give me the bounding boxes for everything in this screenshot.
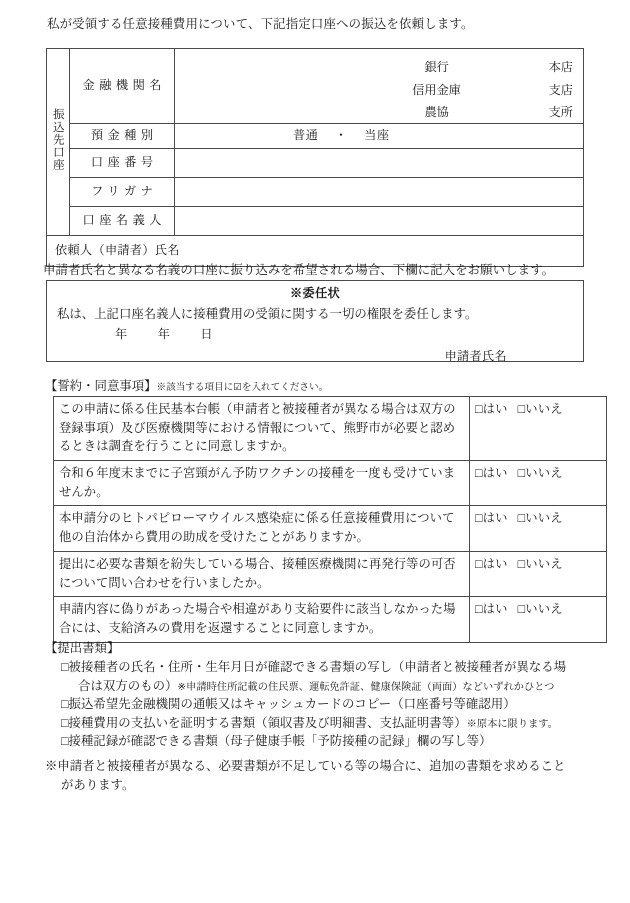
consent-question-5: 申請内容に偽りがあった場合や相違があり支給要件に該当しなかった場合には、支給済みの費用を返還することに同意しますか。 — [54, 597, 470, 642]
financial-institution-row — [47, 49, 584, 124]
consent-question-1: この申請に係る住民基本台帳（申請者と被接種者が異なる場合は双方の登録事項）及び医療機関等における情報について、熊野市が必要と認めるときは調査を行うことに同意しますか。 — [54, 397, 470, 461]
consent-question-4: 提出に必要な書類を紛失している場合、接種医療機関に再発行等の可否について問い合わせを行いましたか。 — [54, 551, 470, 596]
table-row — [54, 506, 607, 551]
consent-answer-3-yes[interactable]: □はい — [475, 511, 508, 526]
bank-account-table — [46, 48, 584, 267]
consent-answer-1-no[interactable]: □いいえ — [517, 402, 563, 416]
consent-answer-5-no[interactable]: □いいえ — [517, 602, 563, 617]
account-holder-row — [47, 207, 584, 236]
consent-answer-5[interactable] — [470, 597, 607, 642]
requester-name-cell[interactable]: 依頼人（申請者）氏名 — [47, 236, 584, 267]
documents-final-note-line2: があります。 — [61, 777, 135, 792]
consent-answer-5-yes[interactable]: □はい — [475, 602, 508, 617]
documents-list — [45, 658, 630, 751]
table-row — [54, 551, 607, 596]
document-item-3-note: ※原本に限ります。 — [466, 718, 558, 730]
document-item-3-line1 — [45, 714, 630, 733]
account-holder-label: 口座名義人 — [70, 207, 175, 236]
consent-question-2: 令和６年度末までに子宮頸がん予防ワクチンの接種を一度も受けていませんか。 — [54, 461, 470, 506]
consent-answer-2-no[interactable]: □いいえ — [517, 466, 563, 481]
pledge-section-heading — [45, 378, 328, 396]
document-item-1-line1: □被接種者の氏名・住所・生年月日が確認できる書類の写し（申請者と被接種者が異なる場 — [61, 660, 567, 674]
consent-question-3: 本申請分のヒトパピローマウイルス感染症に係る任意接種費用について他の自治体から費用の助成を受けたことがありますか。 — [54, 506, 470, 551]
document-item-1-line2-note: ※申請時住所記載の住民票、運転免許証、健康保険証（両面）などいずれかひとつ — [177, 681, 555, 693]
financial-institution-input-cell[interactable] — [175, 49, 584, 124]
document-item-1-line2-main: 合は双方のもの） — [78, 678, 178, 693]
furigana-label: フリガナ — [70, 178, 175, 207]
different-name-note: 申請者氏名と異なる名義の口座に振り込みを希望される場合、下欄に記入をお願いします。 — [43, 263, 555, 277]
account-holder-input-cell[interactable] — [175, 207, 584, 236]
branch-type-suboffice: 支所 — [548, 105, 573, 120]
consent-answer-3-no[interactable]: □いいえ — [517, 511, 563, 526]
consent-answer-4-no[interactable]: □いいえ — [517, 556, 563, 571]
document-item-1-line2 — [45, 677, 630, 696]
furigana-row — [47, 178, 584, 207]
documents-final-note-line1: ※申請者と被接種者が異なる、必要書類が不足している等の場合に、追加の書類を求めること — [45, 759, 566, 773]
deposit-option-separator: ・ — [334, 128, 348, 143]
consent-answer-2[interactable] — [470, 461, 607, 506]
institution-type-bank: 銀行 — [424, 60, 449, 74]
power-of-attorney-body: 私は、上記口座名義人に接種費用の受領に関する一切の権限を委任します。 — [57, 306, 478, 321]
furigana-input-cell[interactable] — [175, 178, 584, 207]
consent-items-table — [53, 396, 607, 643]
consent-answer-4-yes[interactable]: □はい — [475, 556, 508, 571]
consent-answer-2-yes[interactable]: □はい — [475, 466, 508, 481]
deposit-type-choice-cell[interactable] — [175, 124, 584, 149]
account-number-label: 口座番号 — [70, 149, 175, 178]
branch-type-options — [549, 56, 573, 124]
consent-answer-4[interactable] — [470, 551, 607, 596]
document-item-2-line1: □振込希望先金融機関の通帳又はキャッシュカードのコピー（口座番号等確認用） — [61, 697, 516, 712]
account-number-input-cell[interactable] — [175, 149, 584, 178]
table-row — [54, 397, 607, 461]
pledge-instruction: ※該当する項目に☑を入れてください。 — [156, 382, 329, 393]
list-item[interactable] — [45, 695, 630, 714]
branch-type-branch: 支店 — [548, 82, 573, 97]
deposit-option-futsu[interactable]: 普通 — [293, 128, 319, 143]
institution-type-shinkin: 信用金庫 — [412, 82, 461, 97]
date-month-label: 年 — [157, 326, 171, 341]
document-item-4-line1: □接種記録が確認できる書類（母子健康手帳「予防接種の記録」欄の写し等） — [61, 734, 492, 749]
financial-institution-label: 金融機関名 — [70, 49, 175, 124]
list-item[interactable] — [45, 658, 630, 695]
consent-answer-1-yes[interactable]: □はい — [475, 402, 508, 416]
date-year-label: 年 — [115, 326, 128, 341]
institution-type-nokyo: 農協 — [424, 105, 449, 120]
consent-answer-1[interactable] — [470, 397, 607, 461]
table-row — [54, 461, 607, 506]
intro-sentence: 私が受領する任意接種費用について、下記指定口座への振込を依頼します。 — [47, 17, 474, 31]
document-item-3-main: □接種費用の支払いを証明する書類（領収書及び明細書、支払証明書等） — [61, 715, 467, 730]
pledge-heading-text: 【誓約・同意事項】 — [45, 379, 157, 393]
deposit-option-toza[interactable]: 当座 — [364, 128, 390, 143]
power-of-attorney-date-line[interactable] — [47, 326, 583, 344]
consent-answer-3[interactable] — [470, 506, 607, 551]
deposit-type-row — [47, 124, 584, 149]
deposit-type-options — [293, 127, 390, 145]
deposit-type-label: 預金種別 — [70, 124, 175, 149]
list-item[interactable] — [45, 732, 630, 751]
power-of-attorney-signature-label[interactable]: 申請者氏名 — [444, 349, 507, 364]
branch-type-head: 本店 — [548, 60, 573, 74]
power-of-attorney-title: ※委任状 — [290, 286, 340, 300]
transfer-account-vertical-label: 振込先口座 — [47, 49, 70, 236]
list-item[interactable] — [45, 714, 630, 733]
table-row — [54, 597, 607, 642]
documents-section-heading: 【提出書類】 — [45, 641, 120, 655]
institution-type-options — [412, 56, 461, 124]
documents-final-note — [45, 757, 630, 794]
account-number-row — [47, 149, 584, 178]
date-day-label: 日 — [200, 326, 214, 341]
power-of-attorney-box — [46, 280, 584, 362]
